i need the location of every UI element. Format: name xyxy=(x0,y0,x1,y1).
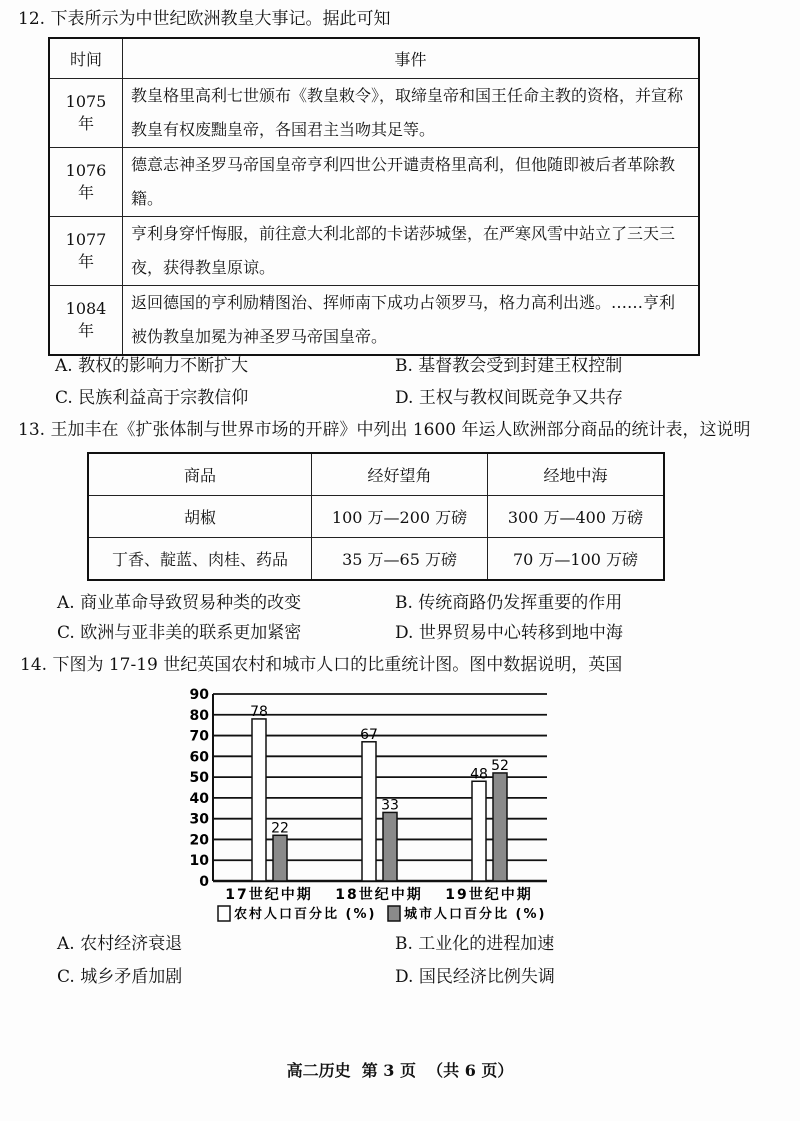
year-cell: 1084 年 xyxy=(49,286,123,356)
y-tick-label: 10 xyxy=(189,853,209,870)
event-cell: 德意志神圣罗马帝国皇帝亨利四世公开谴责格里高利，但他随即被后者革除教籍。 xyxy=(123,148,700,217)
y-tick-label: 40 xyxy=(189,790,209,807)
bar xyxy=(383,812,397,881)
q12-option-b[interactable]: B. 基督教会受到封建王权控制 xyxy=(395,356,623,376)
q12-option-c[interactable]: C. 民族利益高于宗教信仰 xyxy=(55,388,249,408)
data-label: 33 xyxy=(381,797,399,814)
y-tick-label: 90 xyxy=(189,687,209,703)
bar xyxy=(362,742,376,881)
event-cell: 返回德国的亨利励精图治、挥师南下成功占领罗马，格力高利出逃。……亨利被伪教皇加冕为神圣罗马帝国皇帝。 xyxy=(123,286,700,356)
category-label: 19世纪中期 xyxy=(445,887,533,903)
bar xyxy=(493,773,507,881)
data-label: 48 xyxy=(470,766,488,783)
q13-table xyxy=(87,452,665,581)
q13-option-c[interactable]: C. 欧洲与亚非美的联系更加紧密 xyxy=(57,623,302,643)
q14-option-d[interactable]: D. 国民经济比例失调 xyxy=(395,967,555,987)
table-cell: 100 万—200 万磅 xyxy=(312,496,488,538)
legend-label: 城市人口百分比 (%) xyxy=(404,907,547,922)
table-header: 商品 xyxy=(88,453,312,496)
q12-table xyxy=(48,37,700,356)
q14-stem: 14. 下图为 17-19 世纪英国农村和城市人口的比重统计图。图中数据说明，英国 xyxy=(20,655,623,675)
legend-swatch xyxy=(218,906,230,921)
table-cell: 胡椒 xyxy=(88,496,312,538)
category-label: 18世纪中期 xyxy=(335,887,423,903)
q12-stem: 12. 下表所示为中世纪欧洲教皇大事记。据此可知 xyxy=(18,9,391,29)
data-label: 78 xyxy=(250,703,268,720)
data-label: 52 xyxy=(491,757,509,774)
y-tick-label: 0 xyxy=(199,874,209,890)
q12-option-a[interactable]: A. 教权的影响力不断扩大 xyxy=(55,356,249,376)
bar xyxy=(252,719,266,881)
y-tick-label: 80 xyxy=(189,707,209,724)
q13-option-b[interactable]: B. 传统商路仍发挥重要的作用 xyxy=(395,593,623,613)
year-cell: 1075 年 xyxy=(49,79,123,148)
q13-stem: 13. 王加丰在《扩张体制与世界市场的开辟》中列出 1600 年运人欧洲部分商品的统计表，这说明 xyxy=(18,420,751,440)
y-tick-label: 30 xyxy=(189,811,209,828)
year-cell: 1077 年 xyxy=(49,217,123,286)
data-label: 67 xyxy=(360,726,378,743)
table-header: 经好望角 xyxy=(312,453,488,496)
table-cell: 70 万—100 万磅 xyxy=(487,538,664,581)
table-cell: 35 万—65 万磅 xyxy=(312,538,488,581)
y-tick-label: 70 xyxy=(189,728,209,745)
table-header: 经地中海 xyxy=(487,453,664,496)
table-cell: 丁香、靛蓝、肉桂、药品 xyxy=(88,538,312,581)
q14-option-b[interactable]: B. 工业化的进程加速 xyxy=(395,934,555,954)
population-chart xyxy=(0,680,800,925)
bar xyxy=(472,781,486,881)
event-cell: 教皇格里高利七世颁布《教皇敕令》，取缔皇帝和国王任命主教的资格，并宣称教皇有权废黜皇帝，各国君主当吻其足等。 xyxy=(123,79,700,148)
q14-option-c[interactable]: C. 城乡矛盾加剧 xyxy=(57,967,183,987)
category-label: 17世纪中期 xyxy=(225,887,313,903)
table-header: 时间 xyxy=(49,38,123,79)
q13-option-a[interactable]: A. 商业革命导致贸易种类的改变 xyxy=(57,593,302,613)
legend-swatch xyxy=(388,906,400,921)
y-tick-label: 20 xyxy=(189,832,209,849)
event-cell: 亨利身穿忏悔服，前往意大利北部的卡诺莎城堡，在严寒风雪中站立了三天三夜，获得教皇原谅。 xyxy=(123,217,700,286)
table-cell: 300 万—400 万磅 xyxy=(487,496,664,538)
page-footer: 高二历史 第 3 页 （共 6 页） xyxy=(286,1061,514,1080)
q13-option-d[interactable]: D. 世界贸易中心转移到地中海 xyxy=(395,623,623,643)
y-tick-label: 50 xyxy=(189,770,209,787)
y-tick-label: 60 xyxy=(189,749,209,766)
legend-label: 农村人口百分比 (%) xyxy=(234,907,377,922)
data-label: 22 xyxy=(271,820,289,837)
q12-option-d[interactable]: D. 王权与教权间既竞争又共存 xyxy=(395,388,623,408)
table-header: 事件 xyxy=(123,38,700,79)
bar xyxy=(273,835,287,881)
year-cell: 1076 年 xyxy=(49,148,123,217)
q14-option-a[interactable]: A. 农村经济衰退 xyxy=(57,934,183,954)
